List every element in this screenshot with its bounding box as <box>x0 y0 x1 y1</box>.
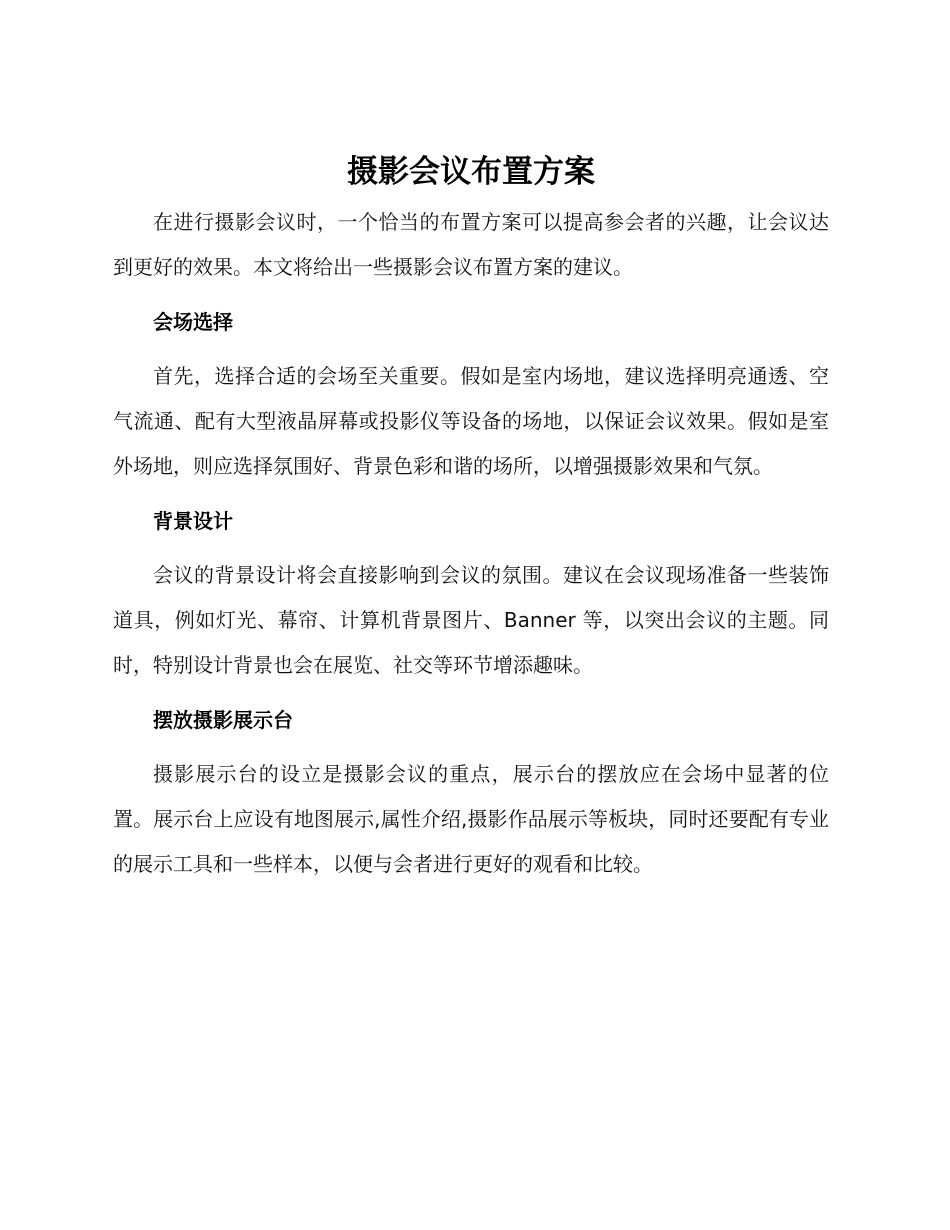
section-body-venue: 首先，选择合适的会场至关重要。假如是室内场地，建议选择明亮通透、空气流通、配有大型液晶屏幕或投影仪等设备的场地，以保证会议效果。假如是室外场地，则应选择氛围好、背景色彩和谐的场所，以增强摄影效果和气氛。 <box>113 364 829 478</box>
section-heading-venue: 会场选择 <box>153 310 233 334</box>
document-content <box>113 150 829 887</box>
section-body-display-stand: 摄影展示台的设立是摄影会议的重点，展示台的摆放应在会场中显著的位置。展示台上应设有地图展示,属性介绍,摄影作品展示等板块，同时还要配有专业的展示工具和一些样本，以便与会者进行更好的观看和比较。 <box>113 762 829 876</box>
section-heading-background: 背景设计 <box>153 509 233 533</box>
section-heading-display-stand: 摆放摄影展示台 <box>153 708 293 732</box>
intro-paragraph: 在进行摄影会议时，一个恰当的布置方案可以提高参会者的兴趣，让会议达到更好的效果。本文将给出一些摄影会议布置方案的建议。 <box>113 210 829 279</box>
section-body-background: 会议的背景设计将会直接影响到会议的氛围。建议在会议现场准备一些装饰道具，例如灯光、幕帘、计算机背景图片、Banner 等，以突出会议的主题。同时，特别设计背景也会在展览、社交等环节增添趣味。 <box>113 563 829 677</box>
document-title: 摄影会议布置方案 <box>347 154 595 190</box>
